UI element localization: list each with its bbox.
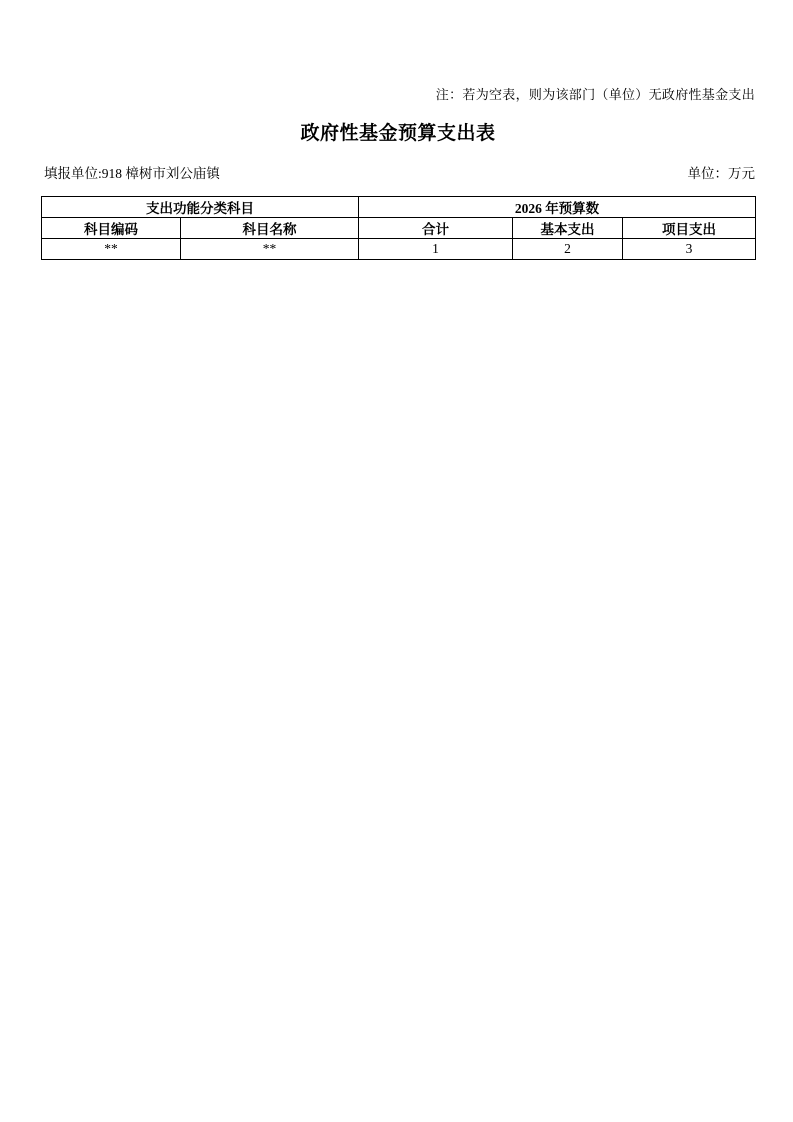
budget-expenditure-table (41, 196, 756, 260)
column-header-subject-name: 科目名称 (181, 218, 359, 239)
reporting-unit: 填报单位:918 樟树市刘公庙镇 (44, 166, 220, 181)
column-header-subject-code: 科目编码 (42, 218, 181, 239)
table-column-header-row (42, 218, 756, 239)
page-title: 政府性基金预算支出表 (300, 123, 496, 144)
cell-project-expenditure: 3 (623, 239, 756, 260)
unit-of-measure: 单位：万元 (687, 166, 755, 181)
column-header-project-expenditure: 项目支出 (623, 218, 756, 239)
cell-basic-expenditure: 2 (513, 239, 623, 260)
cell-subject-code: ** (42, 239, 181, 260)
column-header-basic-expenditure: 基本支出 (513, 218, 623, 239)
empty-table-note: 注：若为空表，则为该部门（单位）无政府性基金支出 (435, 87, 755, 102)
meta-row (41, 162, 755, 182)
table-row (42, 239, 756, 260)
group-header-function-category: 支出功能分类科目 (42, 197, 359, 218)
group-header-budget-year: 2026 年预算数 (359, 197, 756, 218)
column-header-total: 合计 (359, 218, 513, 239)
cell-total: 1 (359, 239, 513, 260)
table-group-header-row (42, 197, 756, 218)
cell-subject-name: ** (181, 239, 359, 260)
